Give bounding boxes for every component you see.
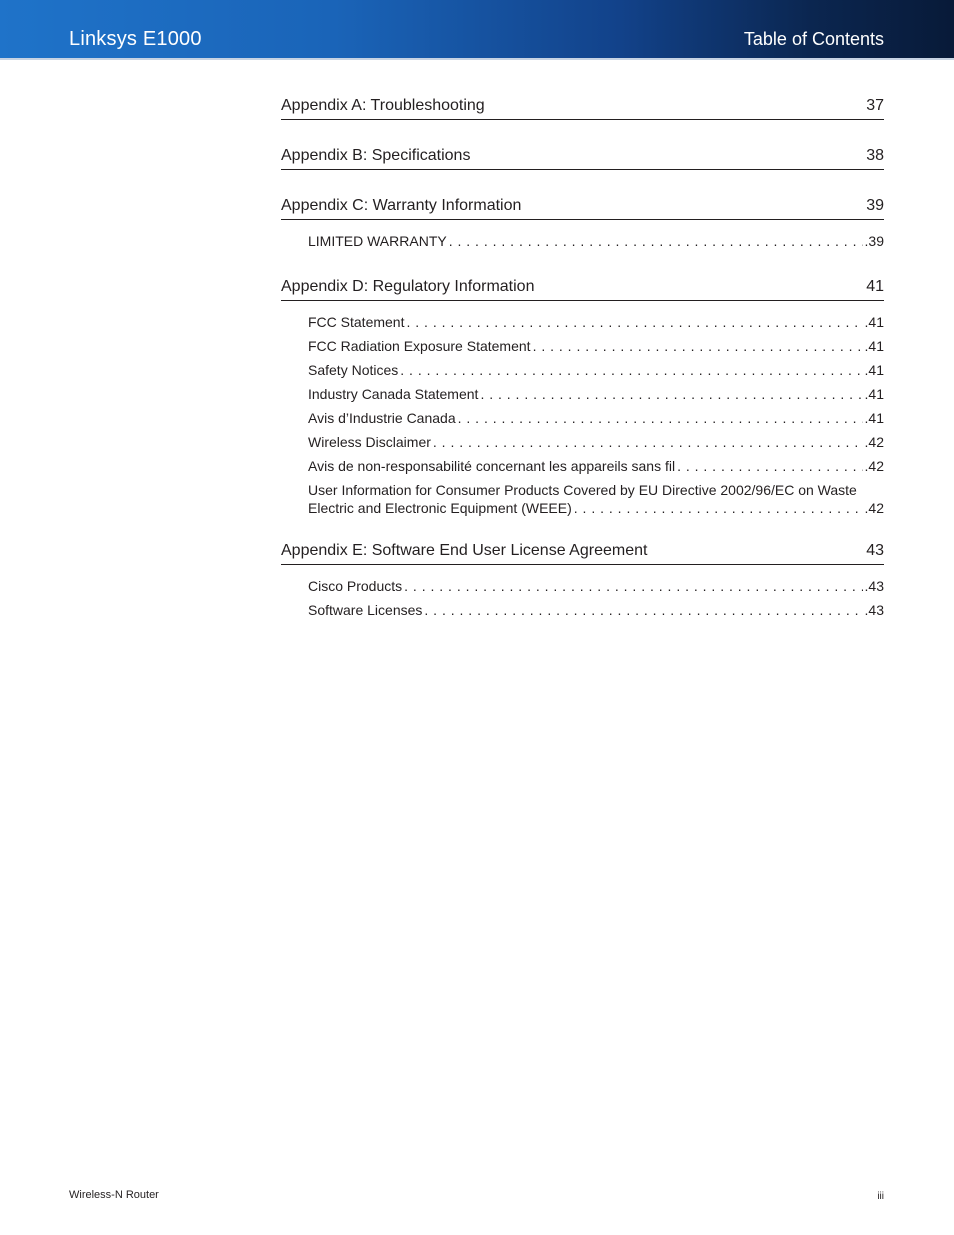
entry-label: Avis de non-responsabilité concernant les appareils sans fil bbox=[308, 458, 676, 474]
entry-label-line1: User Information for Consumer Products Covered by EU Directive 2002/96/EC on Waste bbox=[308, 482, 857, 498]
entry-page: .41 bbox=[864, 386, 884, 402]
appendix-title: Appendix D: Regulatory Information bbox=[281, 278, 535, 295]
appendix-title: Appendix A: Troubleshooting bbox=[281, 97, 485, 114]
entry-label: Industry Canada Statement bbox=[308, 386, 479, 402]
appendix-page: 41 bbox=[866, 278, 884, 295]
appendix-heading[interactable] bbox=[281, 145, 884, 170]
toc-entry-wireless-disclaimer[interactable] bbox=[308, 430, 884, 454]
entry-page: .39 bbox=[864, 233, 884, 249]
appendix-heading[interactable] bbox=[281, 276, 884, 301]
entry-page: .41 bbox=[864, 410, 884, 426]
sub-entry-list bbox=[281, 229, 884, 253]
appendix-heading[interactable] bbox=[281, 95, 884, 120]
toc-entry-avis-industrie[interactable] bbox=[308, 406, 884, 430]
entry-label: Wireless Disclaimer bbox=[308, 434, 431, 450]
toc-appendix-d bbox=[281, 276, 884, 517]
dot-leader bbox=[458, 406, 863, 430]
entry-label: FCC Statement bbox=[308, 314, 405, 330]
section-title: Table of Contents bbox=[743, 29, 884, 49]
entry-label: Safety Notices bbox=[308, 362, 399, 378]
entry-page: .41 bbox=[864, 362, 884, 378]
appendix-page: 43 bbox=[866, 542, 884, 559]
dot-leader bbox=[677, 454, 862, 478]
entry-page: .43 bbox=[864, 578, 884, 594]
appendix-page: 39 bbox=[866, 197, 884, 214]
toc-appendix-e bbox=[281, 540, 884, 622]
dot-leader bbox=[449, 229, 863, 253]
appendix-title: Appendix C: Warranty Information bbox=[281, 197, 522, 214]
entry-page: .42 bbox=[864, 458, 884, 474]
entry-page: .41 bbox=[864, 314, 884, 330]
entry-page: .41 bbox=[864, 338, 884, 354]
sub-entry-list bbox=[281, 310, 884, 517]
toc-entry-fcc-statement[interactable] bbox=[308, 310, 884, 334]
toc-entry-cisco-products[interactable] bbox=[308, 574, 884, 598]
toc-entry-avis-non-responsabilite[interactable] bbox=[308, 454, 884, 478]
entry-label: Avis d’Industrie Canada bbox=[308, 410, 456, 426]
toc-entry-industry-canada[interactable] bbox=[308, 382, 884, 406]
entry-label: Software Licenses bbox=[308, 602, 423, 618]
appendix-title: Appendix E: Software End User License Agreement bbox=[281, 542, 648, 559]
entry-page: .43 bbox=[864, 602, 884, 618]
appendix-page: 38 bbox=[866, 147, 884, 164]
entry-label: LIMITED WARRANTY bbox=[308, 233, 447, 249]
footer-page-number: iii bbox=[877, 1191, 884, 1202]
toc-appendix-c bbox=[281, 195, 884, 253]
dot-leader bbox=[424, 598, 862, 622]
toc-appendix-b[interactable] bbox=[281, 145, 884, 170]
sub-entry-list bbox=[281, 574, 884, 622]
dot-leader bbox=[533, 334, 863, 358]
appendix-heading[interactable] bbox=[281, 540, 884, 565]
appendix-title: Appendix B: Specifications bbox=[281, 147, 471, 164]
toc-entry-software-licenses[interactable] bbox=[308, 598, 884, 622]
dot-leader bbox=[404, 574, 862, 598]
toc-entry-fcc-radiation[interactable] bbox=[308, 334, 884, 358]
entry-page: .42 bbox=[864, 434, 884, 450]
dot-leader bbox=[406, 310, 862, 334]
footer-product-type: Wireless-N Router bbox=[69, 1189, 159, 1201]
dot-leader bbox=[400, 358, 862, 382]
dot-leader bbox=[574, 499, 863, 517]
entry-label: Cisco Products bbox=[308, 578, 403, 594]
dot-leader bbox=[480, 382, 862, 406]
header-banner bbox=[0, 0, 954, 60]
appendix-heading[interactable] bbox=[281, 195, 884, 220]
toc-entry-limited-warranty[interactable] bbox=[308, 229, 884, 253]
entry-label-line2: Electric and Electronic Equipment (WEEE) bbox=[308, 500, 572, 516]
table-of-contents bbox=[281, 95, 884, 622]
dot-leader bbox=[433, 430, 863, 454]
toc-entry-safety-notices[interactable] bbox=[308, 358, 884, 382]
toc-appendix-a[interactable] bbox=[281, 95, 884, 120]
product-title: Linksys E1000 bbox=[69, 28, 202, 50]
entry-page: .42 bbox=[864, 500, 884, 516]
toc-entry-weee[interactable] bbox=[308, 481, 884, 517]
appendix-page: 37 bbox=[866, 97, 884, 114]
entry-label: FCC Radiation Exposure Statement bbox=[308, 338, 531, 354]
